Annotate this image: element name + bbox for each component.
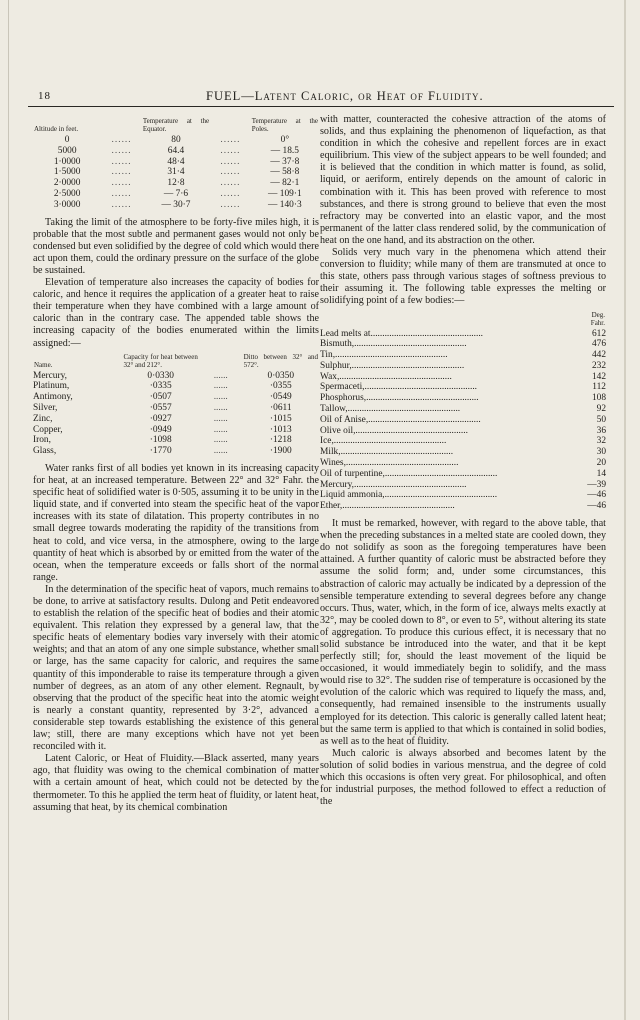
table-row [320, 339, 606, 350]
table-cell: 64.4 [167, 145, 185, 156]
table-row [320, 501, 606, 512]
table-cell: 232 [591, 360, 606, 371]
table-cell: — 30·7 [161, 199, 191, 210]
table-row [33, 403, 319, 414]
table-cell: 3·0000 [53, 199, 81, 210]
table-cell: 20 [596, 458, 606, 469]
table-row [33, 392, 319, 403]
table-row [33, 414, 319, 425]
table-cell: ·0335 [149, 381, 172, 392]
table-header: Deg. Fahr. [590, 310, 605, 327]
table-cell: Wax,................................................ [320, 371, 452, 382]
table-cell: 0° [280, 135, 290, 145]
table-cell: 31·4 [167, 167, 185, 178]
table-cell: 32 [596, 436, 606, 447]
dot-leader: ...... [220, 167, 241, 178]
table-row [320, 404, 606, 415]
left-column [33, 114, 319, 814]
dot-leader: ...... [220, 145, 241, 156]
table-cell: 30 [596, 447, 606, 458]
table-cell: ·0355 [269, 381, 292, 392]
table-cell: — 140·3 [268, 199, 302, 210]
paragraph: In the determination of the specific heat of vapors, much remains to be done, to arrive at satisfactory results. Dulong and Petit endeavored to establish the relation of the specific heat of bodies and their atomic equivalent. This relation they expressed by a general law, that the specific heats of elementary bodies vary inversely with their atomic weights; and that an atom of any one simple substance, whether small or large, has the same capacity for caloric, and requires the same quantity of this imponderable to raise its temperature through a given number of degrees, as an atom of any other element. Regnault, by observing that the product of the specific heat into the atomic weight is nearly a constant quantity, represented by 3·2°, advanced a considerable step towards establishing the existence of this general law; still, there are many exceptions which have not yet been reconciled with it. [33, 583, 319, 753]
table-cell: ·0927 [149, 413, 172, 424]
table-cell: —46 [587, 501, 606, 512]
table-cell: 48·4 [167, 156, 185, 167]
table-row [33, 178, 319, 189]
dot-leader: ...... [220, 188, 241, 199]
paragraph: It must be remarked, however, with regard to the above table, that when the preceding substances in a melted state are cooled down, they do not solidify as soon as the foregoing temperatures have been attained. A further quantity of caloric must be abstracted before they assume the solid form; and, under some circumstances, this abstraction of caloric may actually be indicated by a depression of the sensible temperature extending to several degrees before any change occurs. Thus, water, which, in the form of ice, always melts exactly at 32°, may be cooled down to 8°, or even to 5°, without altering its state of aggregation. To produce this curious effect, it is necessary that no solid substance be introduced into the water, and that it be kept perfectly still; for, should the least movement of the liquid be occasioned, it would immediately begin to solidify, and the mass would rise to 32°. The sudden rise of temperature is occasioned by the evolution of the caloric which was required to liquefy the mass, and, consequently, had remained insensible to the instruments usually employed for its detection. This caloric is generally called latent heat; but the same term is applied to that which is contained in solid bodies, as well as to the heat of fluidity. [320, 518, 606, 747]
table-header: Capacity for heat between 32° and 212°. [123, 352, 198, 369]
paragraph: Latent Caloric, or Heat of Fluidity.—Black asserted, many years ago, that fluidity was owing to the chemical combination of matter with a certain amount of heat, which could not be detected by the thermometer. To this he applied the term heat of fluidity, or latent heat, assuming that heat, by its chemical combination [33, 753, 319, 813]
table-cell: Copper, [33, 424, 63, 435]
dot-leader: ...... [220, 156, 241, 167]
table-cell: Lead melts at................................................ [320, 328, 484, 339]
table-cell: ·1015 [269, 413, 292, 424]
dot-leader: ...... [213, 435, 228, 446]
dot-leader: ...... [213, 424, 228, 435]
table-cell: 0·0330 [147, 370, 174, 381]
table-cell: Platinum, [33, 381, 70, 392]
dot-leader: ...... [111, 188, 132, 199]
table-cell: 12·8 [167, 178, 185, 189]
table-row [320, 458, 606, 469]
table-cell: ·1098 [149, 435, 172, 446]
table-row [33, 189, 319, 200]
table-cell: Milk,................................................ [320, 447, 454, 458]
table-row [33, 446, 319, 457]
paragraph: Elevation of temperature also increases the capacity of bodies for caloric, and hence it requires the application of a greater heat to raise their temperature when they have combined with a large amount of caloric than in the contrary case. The appended table shows the increasing capacity of the bodies enumerated within the limits assigned:— [33, 277, 319, 349]
table-cell: 108 [591, 393, 606, 404]
dot-leader: ...... [111, 178, 132, 189]
table-row [320, 361, 606, 372]
table-row [33, 371, 319, 382]
dot-leader: ...... [213, 381, 228, 392]
dot-leader: ...... [111, 167, 132, 178]
table-row [33, 381, 319, 392]
table-header: Altitude in feet. [34, 125, 79, 133]
table-header: Temperature at the Equator. [142, 117, 210, 133]
table-header: Ditto between 32° and 572°. [243, 352, 318, 369]
table-row [320, 329, 606, 340]
table-row [320, 490, 606, 501]
table-cell: 14 [596, 468, 606, 479]
table-cell: 476 [591, 339, 606, 350]
table-cell: Oil of turpentine,................................................ [320, 468, 498, 479]
table-cell: 92 [596, 404, 606, 415]
table-header: Temperature at the Poles. [251, 117, 318, 133]
table-row [33, 200, 319, 211]
table-cell: 442 [591, 350, 606, 361]
running-title: FUEL—Latent Caloric, or Heat of Fluidity. [206, 89, 484, 103]
table-cell: 612 [591, 328, 606, 339]
table-cell: Olive oil,................................................ [320, 425, 468, 436]
table-cell: Ether,................................................ [320, 501, 455, 512]
table-row [320, 480, 606, 491]
table-row [33, 157, 319, 168]
right-column [320, 114, 606, 808]
table-row [33, 146, 319, 157]
table-row [33, 135, 319, 146]
table-cell: — 37·8 [270, 156, 300, 167]
table-cell: ·1013 [269, 424, 292, 435]
dot-leader: ...... [213, 446, 228, 457]
page-header [28, 84, 614, 107]
table-cell: Tin,................................................ [320, 350, 448, 361]
table-row [320, 393, 606, 404]
table-cell: — 18.5 [270, 145, 299, 156]
dot-leader: ...... [213, 413, 228, 424]
table-cell: 0·0350 [267, 370, 295, 381]
table-cell: Spermaceti,................................................ [320, 382, 478, 393]
dot-leader: ...... [220, 178, 241, 189]
table-cell: ·1900 [269, 446, 292, 457]
table-row [320, 426, 606, 437]
table-cell: 5000 [57, 145, 77, 156]
table-cell: Mercury, [33, 370, 68, 381]
table-row [320, 469, 606, 480]
margin-rule-left [8, 0, 9, 1020]
table-cell: ·0549 [269, 392, 292, 403]
table-cell: Wines,................................................ [320, 458, 459, 469]
table-row [33, 425, 319, 436]
heat-capacity-table [33, 352, 319, 457]
table-row [320, 350, 606, 361]
dot-leader: ...... [111, 135, 132, 145]
margin-rule-right [624, 0, 626, 1020]
table-cell: Tallow,................................................ [320, 404, 461, 415]
table-cell: ·0611 [270, 403, 292, 413]
table-cell: 0 [64, 135, 70, 145]
table-header: Name. [34, 360, 53, 369]
table-cell: Phosphorus,................................................ [320, 393, 479, 404]
table-cell: 112 [592, 382, 606, 393]
paragraph: with matter, counteracted the cohesive attraction of the atoms of solids, and thus explaining the phenomenon of liquefaction, as that condition in which the cohesive and repellent forces are in exact equilibrium. This view of the subject appears to be well founded; and it is believed that the condition in which matter is found, as solid, liquid, or aeriform, entirely depends on the amount of caloric in combination with it. This has been proved with reference to most substances, and there is strong ground to believe that even the most refractory may be converted into an elastic vapor, and the most permanent of the latter class rendered solid, by the communication of heat on the one hand, and its abstraction on the other. [320, 114, 606, 246]
altitude-temperature-table [33, 116, 319, 211]
table-cell: Antimony, [33, 392, 73, 403]
melting-point-table [320, 310, 606, 513]
table-cell: Zinc, [33, 413, 53, 424]
table-cell: —46 [587, 490, 606, 501]
table-row [33, 167, 319, 178]
table-cell: 142 [591, 371, 606, 382]
table-row [320, 447, 606, 458]
table-cell: ·0507 [149, 392, 172, 403]
table-cell: ·0557 [149, 403, 172, 413]
paragraph: Taking the limit of the atmosphere to be forty-five miles high, it is probable that the most subtle and permanent gases would not only be condensed but even solidified by the degree of cold which would there act upon them, could the ordinary pressure on the surface of the globe be sustained. [33, 216, 319, 276]
table-cell: Glass, [33, 446, 57, 457]
dot-leader: ...... [213, 370, 228, 381]
table-cell: 36 [596, 425, 606, 436]
paragraph: Much caloric is always absorbed and becomes latent by the solution of solid bodies in various menstrua, and the degree of cold which this occasions is often very great. For philosophical, and often for industrial purposes, the method followed to effect a reduction of the [320, 747, 606, 808]
table-row [320, 382, 606, 393]
table-cell: ·0949 [149, 424, 172, 435]
table-cell: Ice,................................................ [320, 436, 447, 447]
table-cell: Iron, [33, 435, 51, 446]
table-row [320, 415, 606, 426]
paragraph: Water ranks first of all bodies yet known in its increasing capacity for heat, at an increased temperature. Between 22° and 32° Fahr. the specific heat of solidified water is 0·505, assuming it to be unity in the liquid state, and if converted into steam the specific heat of the vapor increases with its state of dilatation. This property contributes in no small degree towards moderating the rapidity of the transitions from heat to cold, and vice versa, in the atmosphere, owing to the large quantity of heat which is absorbed by or emitted from the water of the ocean, when the temperature exceeds or falls short of the normal range. [33, 462, 319, 583]
table-cell: 2·0000 [53, 178, 81, 189]
table-cell: 1·5000 [53, 167, 81, 178]
table-cell: ·1770 [149, 446, 172, 457]
table-cell: — 58·8 [270, 167, 300, 178]
table-cell: 2·5000 [53, 188, 81, 199]
dot-leader: ...... [111, 199, 132, 210]
table-row [320, 372, 606, 383]
table-row [320, 436, 606, 447]
page-number: 18 [38, 90, 51, 102]
table-cell: Liquid ammonia,................................................ [320, 490, 498, 501]
paragraph: Solids very much vary in the phenomena which attend their conversion to fluidity; while many of them are transmuted at once to this state, others pass through various stages of softness previous to their assuming it. The following table expresses the melting or solidifying point of a few bodies:— [320, 247, 606, 307]
table-cell: 1·0000 [53, 156, 81, 167]
table-cell: — 109·1 [268, 188, 302, 199]
dot-leader: ...... [213, 392, 228, 403]
table-cell: 80 [171, 135, 181, 145]
table-cell: Oil of Anise,................................................ [320, 414, 481, 425]
dot-leader: ...... [213, 403, 228, 413]
dot-leader: ...... [220, 135, 241, 145]
table-cell: — 82·1 [270, 178, 300, 189]
table-row [33, 435, 319, 446]
table-cell: Sulphur,................................................ [320, 360, 465, 371]
table-cell: —39 [587, 479, 606, 490]
table-cell: Silver, [33, 403, 58, 413]
table-cell: 50 [596, 414, 606, 425]
dot-leader: ...... [111, 145, 132, 156]
dot-leader: ...... [220, 199, 241, 210]
table-cell: — 7·6 [163, 188, 189, 199]
table-cell: Bismuth,................................................ [320, 339, 467, 350]
dot-leader: ...... [111, 156, 132, 167]
table-cell: ·1218 [269, 435, 292, 446]
table-cell: Mercury,................................................ [320, 479, 467, 490]
